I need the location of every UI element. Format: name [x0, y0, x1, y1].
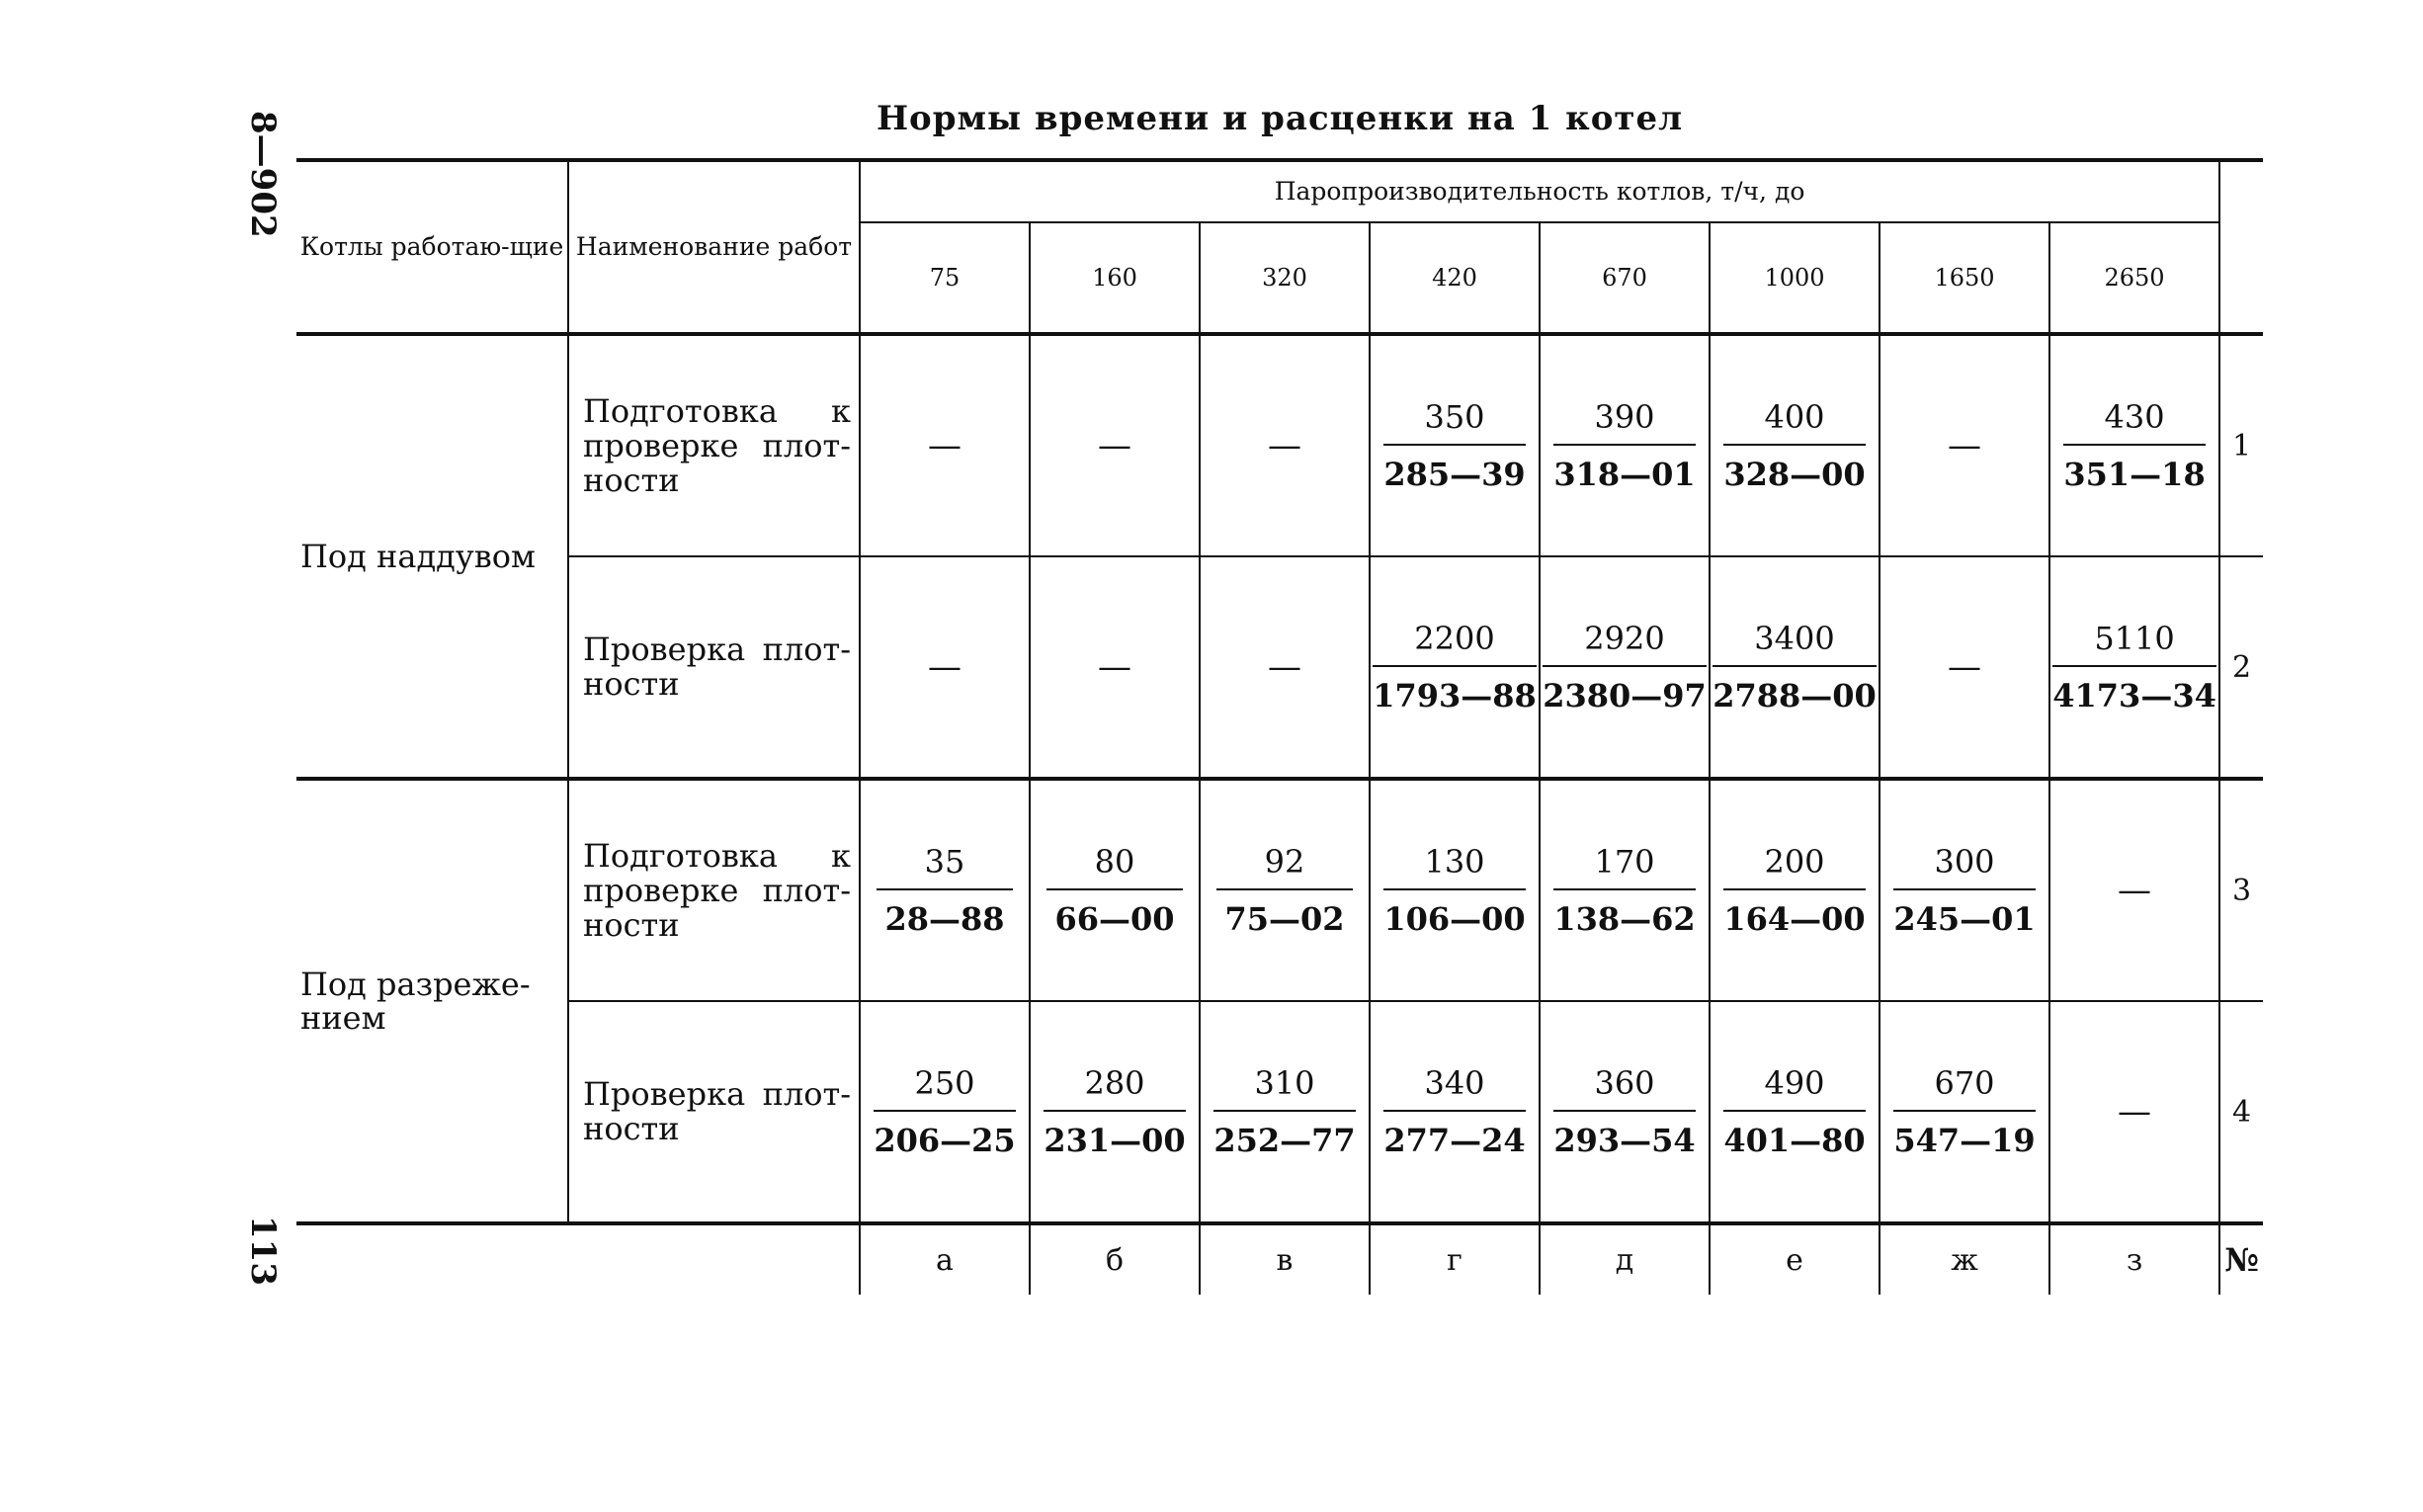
price-rate: 2380—97: [1543, 677, 1707, 714]
value-cell: [1540, 334, 1710, 556]
footer-empty: [568, 1223, 860, 1295]
capacity-cell: 75: [860, 222, 1030, 334]
footer-empty: [296, 1223, 568, 1295]
empty-dash: —: [928, 426, 961, 465]
norm-fraction: [2052, 620, 2216, 714]
table-row: [296, 334, 2263, 556]
empty-dash: —: [2118, 1092, 2152, 1132]
column-letter: б: [1030, 1223, 1200, 1295]
norm-fraction: [1373, 620, 1537, 714]
norm-fraction: [1216, 843, 1353, 938]
value-cell: [2049, 779, 2219, 1001]
time-norm: 310: [1213, 1064, 1355, 1112]
value-cell: [860, 779, 1030, 1001]
norm-fraction: [1893, 843, 2035, 938]
norms-table-container: [296, 158, 2263, 1295]
empty-dash: —: [1098, 647, 1131, 687]
norm-fraction: [1044, 1064, 1185, 1159]
capacity-cell: 1650: [1880, 222, 2049, 334]
price-rate: 66—00: [1054, 900, 1175, 938]
table-row: [296, 556, 2263, 779]
value-cell: [2049, 334, 2219, 556]
page-number: 113: [243, 1216, 283, 1286]
column-letter: з: [2049, 1223, 2219, 1295]
value-cell: [1370, 1001, 1540, 1223]
time-norm: 35: [877, 843, 1013, 890]
time-norm: 430: [2063, 398, 2205, 446]
value-cell: [1710, 556, 1880, 779]
norm-fraction: [1553, 398, 1695, 493]
header-boilers: Котлы работаю-щие: [296, 160, 568, 334]
price-rate: 285—39: [1383, 456, 1526, 493]
price-rate: 2788—00: [1713, 677, 1877, 714]
price-rate: 164—00: [1723, 900, 1866, 938]
column-letter: в: [1200, 1223, 1370, 1295]
value-cell: [1710, 779, 1880, 1001]
price-rate: 1793—88: [1373, 677, 1537, 714]
price-rate: 318—01: [1553, 456, 1696, 493]
norms-table: [296, 158, 2263, 1295]
time-norm: 5110: [2052, 620, 2216, 667]
value-cell: [1030, 334, 1200, 556]
work-name: Проверка плот-ности: [568, 1001, 860, 1223]
price-rate: 351—18: [2063, 456, 2206, 493]
empty-dash: —: [1268, 426, 1301, 465]
value-cell: [1710, 334, 1880, 556]
value-cell: [1200, 779, 1370, 1001]
value-cell: [1540, 1001, 1710, 1223]
value-cell: [1880, 1001, 2049, 1223]
page-title: Нормы времени и расценки на 1 котел: [876, 99, 1684, 138]
time-norm: 360: [1553, 1064, 1695, 1112]
price-rate: 293—54: [1553, 1122, 1696, 1159]
work-name: Подготовка к проверке плот-ности: [568, 334, 860, 556]
value-cell: [1880, 334, 2049, 556]
price-rate: 401—80: [1723, 1122, 1866, 1159]
value-cell: [1370, 556, 1540, 779]
capacity-cell: 320: [1200, 222, 1370, 334]
value-cell: [1030, 1001, 1200, 1223]
column-letter: е: [1710, 1223, 1880, 1295]
price-rate: 4173—34: [2052, 677, 2216, 714]
norm-fraction: [1383, 1064, 1525, 1159]
empty-dash: —: [1948, 426, 1981, 465]
time-norm: 340: [1383, 1064, 1525, 1112]
norm-fraction: [2063, 398, 2205, 493]
column-letter: г: [1370, 1223, 1540, 1295]
row-number: 1: [2219, 334, 2263, 556]
value-cell: [1540, 556, 1710, 779]
time-norm: 92: [1216, 843, 1353, 890]
work-name: Проверка плот-ности: [568, 556, 860, 779]
empty-dash: —: [1268, 647, 1301, 687]
norm-fraction: [1213, 1064, 1355, 1159]
group-label: Под наддувом: [296, 334, 568, 779]
norm-fraction: [877, 843, 1013, 938]
norm-fraction: [1713, 620, 1877, 714]
table-body: [296, 334, 2263, 1223]
capacity-cell: 420: [1370, 222, 1540, 334]
row-number: 2: [2219, 556, 2263, 779]
norm-fraction: [1383, 843, 1525, 938]
norm-fraction: [1723, 843, 1865, 938]
value-cell: [1200, 334, 1370, 556]
column-letter: а: [860, 1223, 1030, 1295]
price-rate: 277—24: [1383, 1122, 1526, 1159]
price-rate: 547—19: [1893, 1122, 2036, 1159]
time-norm: 400: [1723, 398, 1865, 446]
norm-fraction: [1543, 620, 1707, 714]
norm-fraction: [1893, 1064, 2035, 1159]
time-norm: 2920: [1543, 620, 1707, 667]
time-norm: 200: [1723, 843, 1865, 890]
value-cell: [1030, 779, 1200, 1001]
empty-dash: —: [928, 647, 961, 687]
value-cell: [1880, 779, 2049, 1001]
value-cell: [860, 556, 1030, 779]
price-rate: 252—77: [1213, 1122, 1356, 1159]
norm-fraction: [874, 1064, 1015, 1159]
price-rate: 75—02: [1224, 900, 1345, 938]
column-letter: д: [1540, 1223, 1710, 1295]
price-rate: 245—01: [1893, 900, 2036, 938]
value-cell: [1880, 556, 2049, 779]
norm-fraction: [1553, 843, 1695, 938]
value-cell: [1540, 779, 1710, 1001]
table-row: [296, 779, 2263, 1001]
norm-fraction: [1723, 398, 1865, 493]
table-row: [296, 1001, 2263, 1223]
value-cell: [2049, 1001, 2219, 1223]
norm-fraction: [1383, 398, 1525, 493]
value-cell: [860, 1001, 1030, 1223]
time-norm: 170: [1553, 843, 1695, 890]
column-letter: ж: [1880, 1223, 2049, 1295]
time-norm: 390: [1553, 398, 1695, 446]
empty-dash: —: [1098, 426, 1131, 465]
norm-fraction: [1553, 1064, 1695, 1159]
time-norm: 2200: [1373, 620, 1537, 667]
price-rate: 28—88: [884, 900, 1005, 938]
value-cell: [1370, 334, 1540, 556]
time-norm: 350: [1383, 398, 1525, 446]
page-code: 8—902: [243, 111, 283, 238]
time-norm: 300: [1893, 843, 2035, 890]
time-norm: 490: [1723, 1064, 1865, 1112]
time-norm: 130: [1383, 843, 1525, 890]
capacity-cell: 670: [1540, 222, 1710, 334]
capacity-cell: 1000: [1710, 222, 1880, 334]
group-label: Под разреже-нием: [296, 779, 568, 1223]
capacity-cell: 160: [1030, 222, 1200, 334]
value-cell: [1710, 1001, 1880, 1223]
header-work: Наименование работ: [568, 160, 860, 334]
value-cell: [1030, 556, 1200, 779]
value-cell: [1370, 779, 1540, 1001]
empty-dash: —: [1948, 647, 1981, 687]
header-capacity-title: Паропроизводительность котлов, т/ч, до: [860, 160, 2219, 222]
value-cell: [1200, 1001, 1370, 1223]
row-number: 4: [2219, 1001, 2263, 1223]
capacity-cell: 2650: [2049, 222, 2219, 334]
header-no-col: [2219, 160, 2263, 334]
row-number: 3: [2219, 779, 2263, 1001]
price-rate: 106—00: [1383, 900, 1526, 938]
time-norm: 250: [874, 1064, 1015, 1112]
norm-fraction: [1723, 1064, 1865, 1159]
price-rate: 231—00: [1044, 1122, 1186, 1159]
number-sign: №: [2219, 1223, 2263, 1295]
time-norm: 670: [1893, 1064, 2035, 1112]
column-letters-row: [296, 1223, 2263, 1295]
empty-dash: —: [2118, 871, 2152, 910]
value-cell: [860, 334, 1030, 556]
norm-fraction: [1046, 843, 1183, 938]
price-rate: 206—25: [874, 1122, 1016, 1159]
value-cell: [2049, 556, 2219, 779]
work-name: Подготовка к проверке плот-ности: [568, 779, 860, 1001]
value-cell: [1200, 556, 1370, 779]
price-rate: 328—00: [1723, 456, 1866, 493]
time-norm: 80: [1046, 843, 1183, 890]
time-norm: 280: [1044, 1064, 1185, 1112]
price-rate: 138—62: [1553, 900, 1696, 938]
time-norm: 3400: [1713, 620, 1877, 667]
